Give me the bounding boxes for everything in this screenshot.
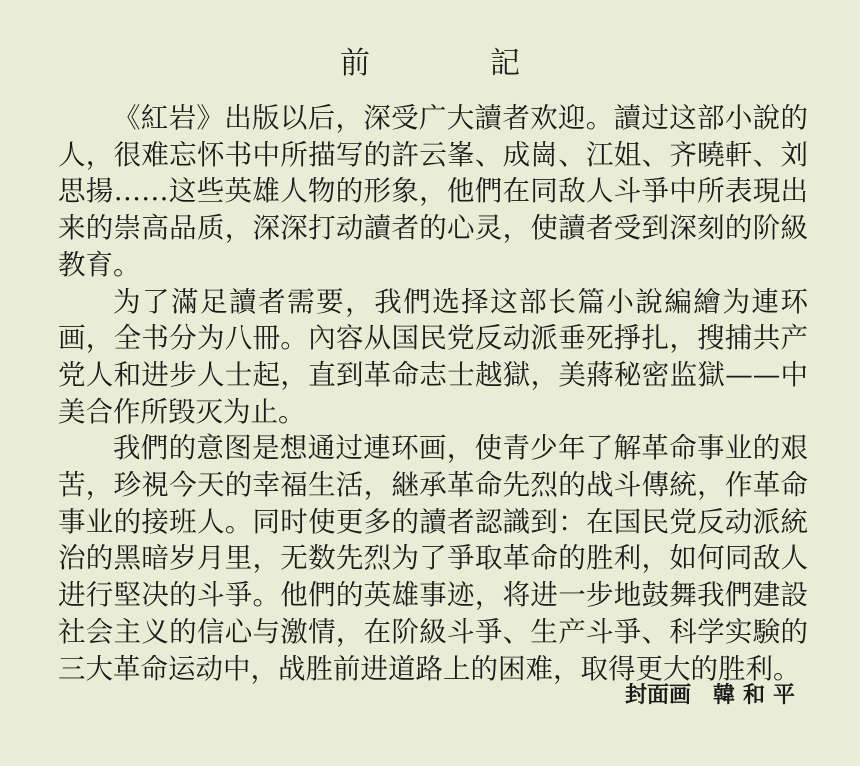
cover-credit [625,678,803,709]
paragraph-2: 为了滿足讀者需要，我們选择这部长篇小說編繪为連环画，全书分为八冊。內容从国民党反动派垂死掙扎，搜捕共产党人和进步人士起，直到革命志士越獄，美蔣秘密监獄——中美合作所毁灭为止。 [58,285,808,428]
page-title [340,38,520,82]
title-char-1: 前 [340,46,370,81]
paragraph-1: 《紅岩》出版以后，深受广大讀者欢迎。讀过这部小說的人，很难忘怀书中所描写的許云峯、成崗、江姐、齐曉軒、刘思揚……这些英雄人物的形象，他們在同敌人斗爭中所表現出来的崇高品质，深深打动讀者的心灵，使讀者受到深刻的阶級教育。 [58,102,808,281]
credit-label: 封面画 [624,683,691,708]
paragraph-3: 我們的意图是想通过連环画，使青少年了解革命事业的艰苦，珍視今天的幸福生活，継承革命先烈的战斗傳統，作革命事业的接班人。同时使更多的讀者認識到：在国民党反动派統治的黑暗岁月里，无数先烈为了爭取革命的胜利，如何同敌人进行堅决的斗爭。他們的英雄事迹，将进一步地鼓舞我們建設社会主义的信心与激情，在阶級斗爭、生产斗爭、科学实験的三大革命运动中，战胜前进道路上的困难，取得更大的胜利。 [58,432,808,685]
credit-artist: 韓和平 [712,683,803,708]
preface-body [58,100,808,687]
title-char-2: 記 [490,46,520,81]
